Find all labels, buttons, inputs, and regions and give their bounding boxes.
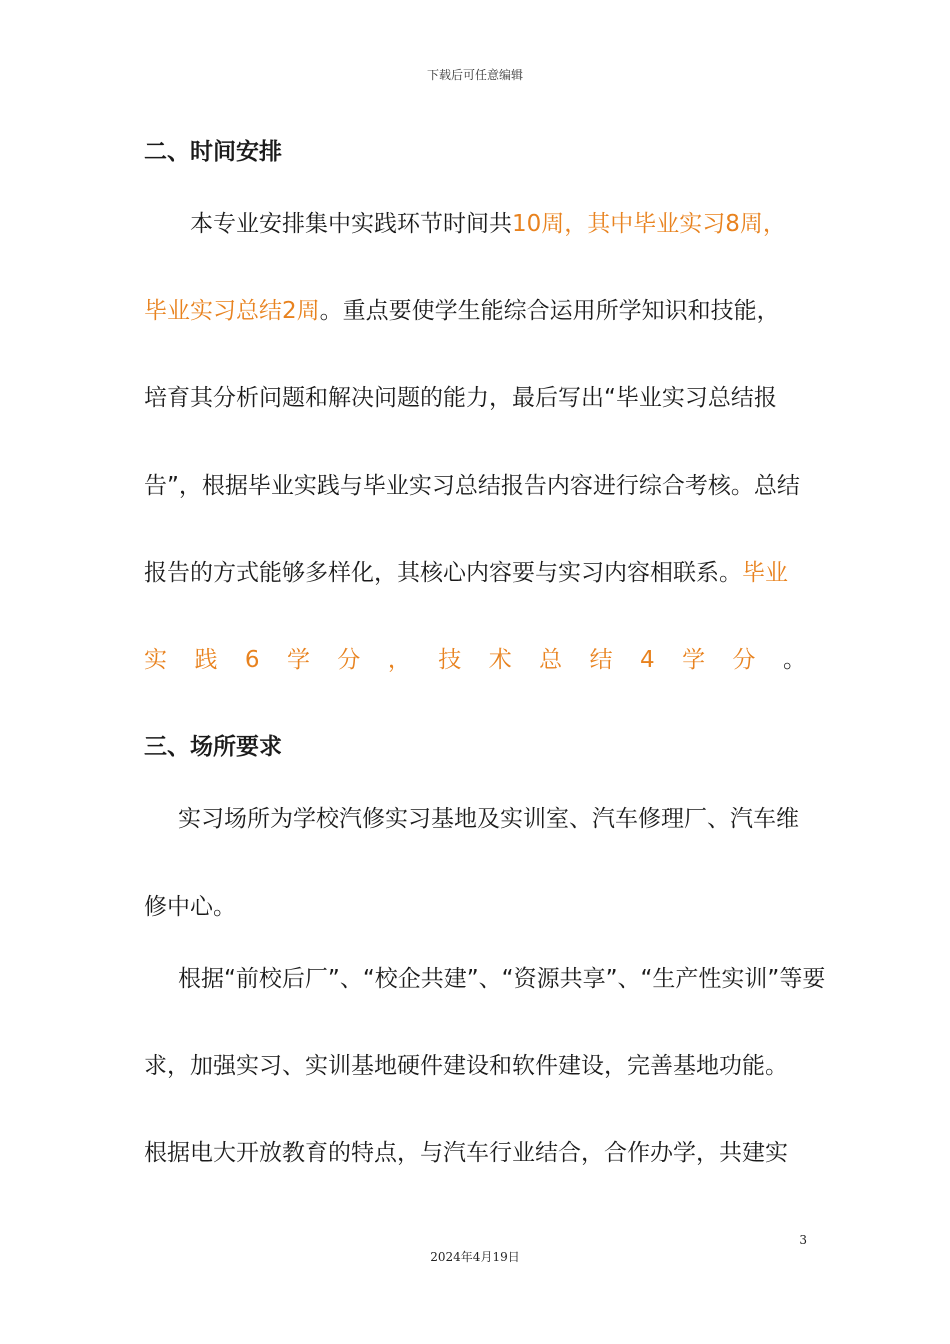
spaced-char: 。 bbox=[782, 647, 806, 673]
paragraph-line-justified bbox=[144, 645, 806, 675]
highlight-text: 毕业实习总结2周 bbox=[144, 298, 320, 324]
paragraph-line: 实习场所为学校汽修实习基地及实训室、汽车修理厂、汽车维 bbox=[178, 806, 799, 832]
text-run: 报告的方式能够多样化，其核心内容要与实习内容相联系。 bbox=[144, 560, 742, 586]
spaced-char: 4 bbox=[640, 647, 655, 673]
spaced-char: 总 bbox=[539, 647, 563, 673]
paragraph-line: 告”，根据毕业实践与毕业实习总结报告内容进行综合考核。总结 bbox=[144, 473, 800, 499]
spaced-char: 实 bbox=[144, 647, 167, 673]
spaced-char: 分 bbox=[732, 647, 756, 673]
paragraph-line: 根据电大开放教育的特点，与汽车行业结合，合作办学，共建实 bbox=[144, 1140, 788, 1166]
paragraph-line: 求，加强实习、实训基地硬件建设和软件建设，完善基地功能。 bbox=[144, 1053, 788, 1079]
page-header: 下载后可任意编辑 bbox=[426, 68, 523, 82]
spaced-char: 结 bbox=[589, 647, 613, 673]
page-number: 3 bbox=[799, 1233, 807, 1247]
spaced-char: 践 bbox=[194, 647, 218, 673]
spaced-char: 技 bbox=[438, 647, 462, 673]
spaced-char: ， bbox=[387, 647, 411, 673]
paragraph-line: 修中心。 bbox=[144, 894, 236, 920]
section-heading-venue: 三、场所要求 bbox=[144, 734, 282, 760]
spaced-char: 分 bbox=[337, 647, 361, 673]
paragraph-line bbox=[144, 558, 806, 588]
text-run: 本专业安排集中实践环节时间共 bbox=[190, 211, 512, 237]
spaced-char: 术 bbox=[488, 647, 512, 673]
highlight-text: 毕业 bbox=[742, 560, 788, 586]
paragraph-line: 根据“前校后厂”、“校企共建”、“资源共享”、“生产性实训”等要 bbox=[178, 966, 826, 992]
highlight-text: 10周，其中毕业实习8周， bbox=[512, 211, 786, 237]
spaced-char: 学 bbox=[286, 647, 310, 673]
paragraph-line bbox=[144, 296, 806, 326]
section-heading-schedule: 二、时间安排 bbox=[144, 139, 282, 165]
spaced-char: 6 bbox=[244, 647, 260, 673]
text-run: 。重点要使学生能综合运用所学知识和技能， bbox=[319, 298, 780, 324]
spaced-char: 学 bbox=[682, 647, 706, 673]
paragraph-line: 培育其分析问题和解决问题的能力，最后写出“毕业实习总结报 bbox=[144, 385, 777, 411]
page-footer-date: 2024年4月19日 bbox=[430, 1250, 520, 1264]
paragraph-line bbox=[190, 209, 806, 239]
